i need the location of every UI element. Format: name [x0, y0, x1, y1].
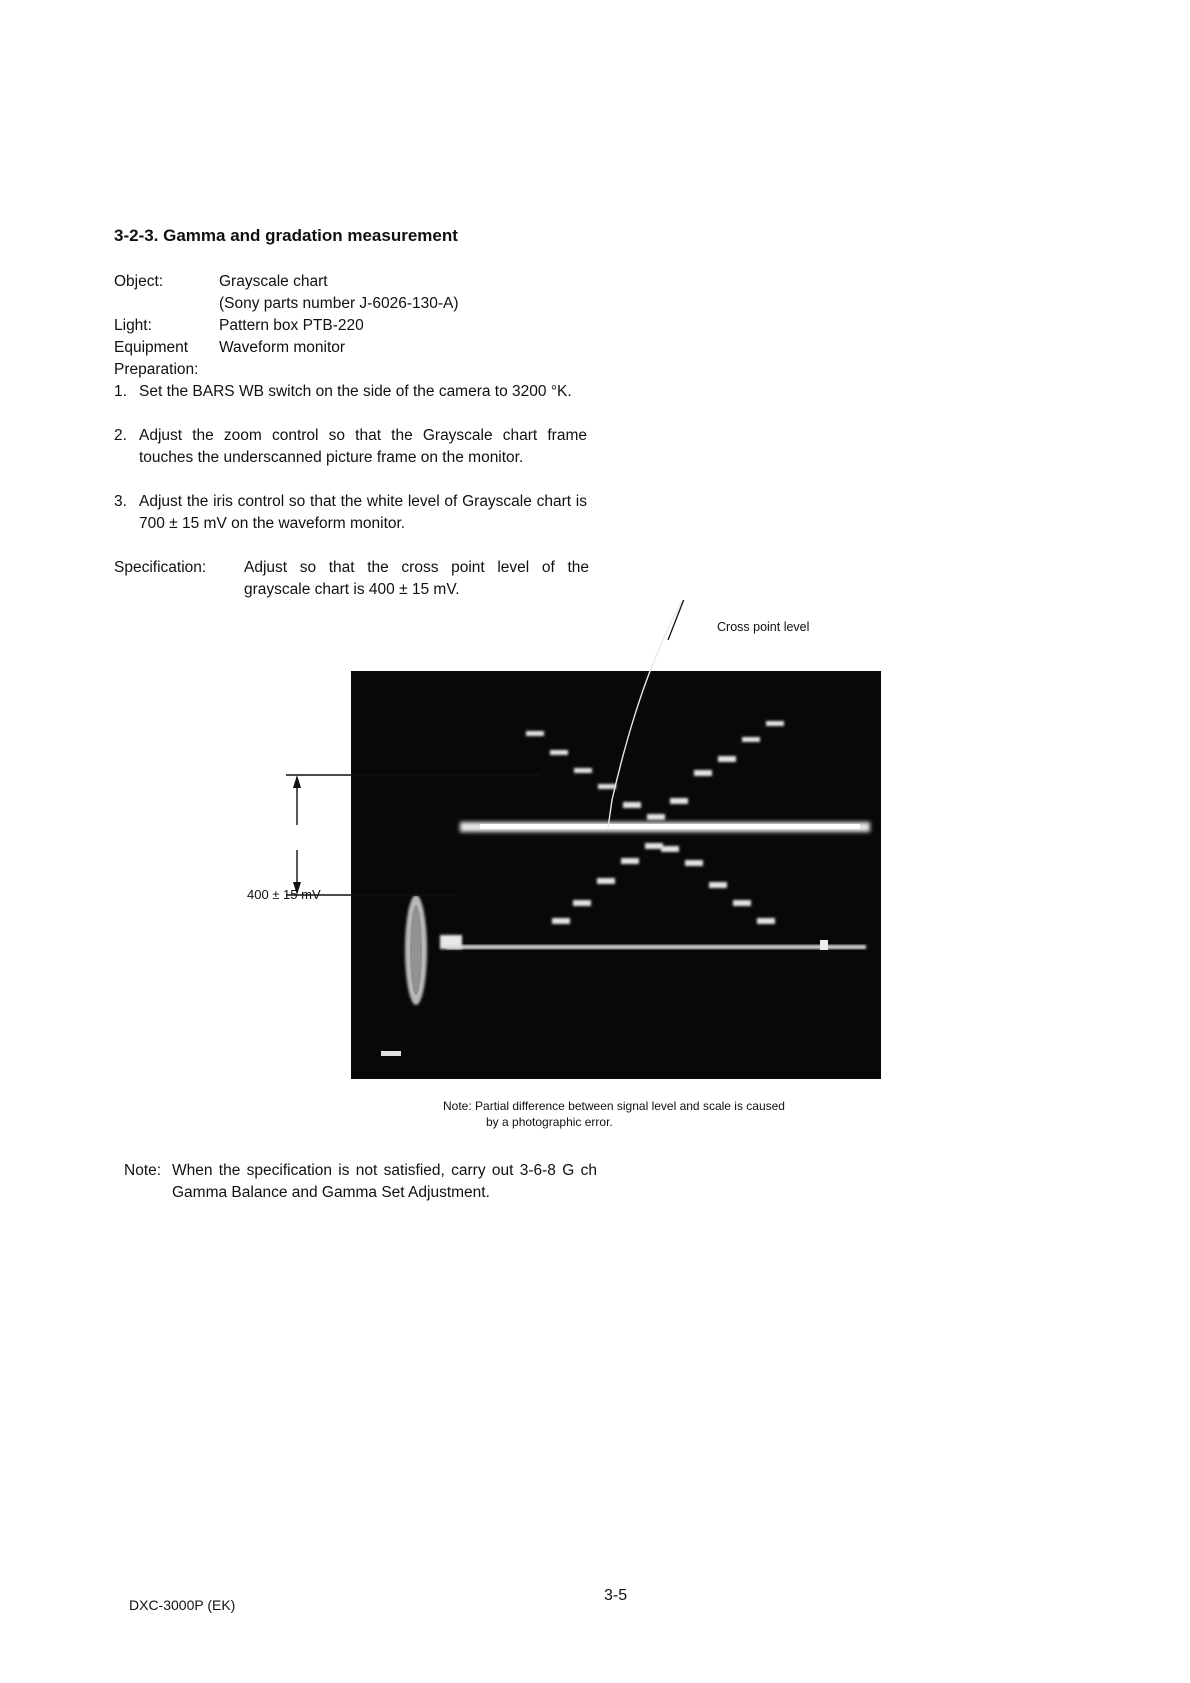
light-value: Pattern box PTB-220 — [219, 317, 364, 334]
equipment-value: Waveform monitor — [219, 339, 346, 356]
step-2-text: Adjust the zoom control so that the Grayscale chart frame touches the underscanned picture frame on the monitor. — [139, 427, 587, 466]
specification-label: Specification: — [114, 559, 207, 576]
figure-note: Note: Partial difference between signal level and scale is caused — [443, 1099, 785, 1113]
equipment-label: Equipment — [114, 339, 189, 356]
object-value-parts-number: (Sony parts number J-6026-130-A) — [219, 295, 459, 312]
specification-text: Adjust so that the cross point level of the grayscale chart is 400 ± 15 mV. — [244, 559, 589, 598]
waveform-figure — [240, 600, 900, 1090]
step-2-number: 2. — [114, 427, 127, 444]
waveform-photo — [351, 671, 881, 1079]
step-1-text: Set the BARS WB switch on the side of the camera to 3200 °K. — [139, 383, 572, 400]
step-3-text: Adjust the iris control so that the white level of Grayscale chart is 700 ± 15 mV on the waveform monitor. — [139, 493, 587, 532]
light-label: Light: — [114, 317, 152, 334]
object-value: Grayscale chart — [219, 273, 328, 290]
step-1-number: 1. — [114, 383, 127, 400]
bottom-note-text: When the specification is not satisfied, carry out 3-6-8 G ch Gamma Balance and Gamma Set Adjustment. — [172, 1162, 597, 1201]
figure-note-continued: by a photographic error. — [486, 1115, 613, 1129]
bottom-note-label: Note: — [124, 1162, 162, 1179]
footer-model: DXC-3000P (EK) — [129, 1597, 236, 1613]
object-label: Object: — [114, 273, 164, 290]
page-number: 3-5 — [604, 1587, 628, 1604]
dimension-label: 400 ± 15 mV — [247, 887, 321, 902]
section-title: 3-2-3. Gamma and gradation measurement — [114, 226, 458, 245]
cross-point-label: Cross point level — [717, 620, 810, 634]
preparation-label: Preparation: — [114, 361, 199, 378]
step-3-number: 3. — [114, 493, 127, 510]
